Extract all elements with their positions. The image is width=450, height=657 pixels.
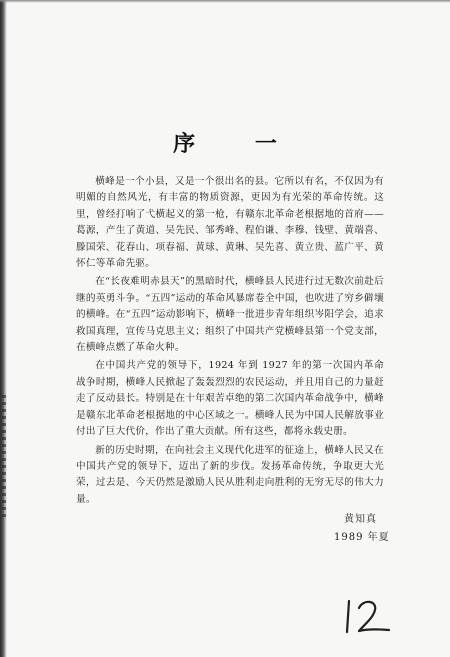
preface-body bbox=[76, 174, 384, 510]
paragraph: 新的历史时期，在向社会主义现代化进军的征途上，横峰人民又在中国共产党的领导下，迈出了新的步伐。发扬革命传统，争取更大光荣，过去是、今天仍然是激励人民从胜利走向胜利的无穷无尽的伟大力量。 bbox=[76, 444, 384, 505]
scan-binding-marks bbox=[2, 395, 6, 520]
page-title: 序 一 bbox=[173, 131, 303, 157]
preface-date: 1989 年夏 bbox=[334, 532, 390, 543]
paragraph: 在“长夜难明赤县天”的黑暗时代，横峰县人民进行过无数次前赴后继的英勇斗争。“五四”运动的革命风暴席卷全中国，也吹进了穷乡僻壤的横峰。在“五四”运动影响下，横峰一批进步青年组织岑阳学会，追求救国真理，宣传马克思主义；组织了中国共产党横峰县第一个党支部，在横峰点燃了革命火种。 bbox=[76, 276, 384, 354]
author-signature: 黄知真 bbox=[344, 514, 377, 525]
paragraph: 横峰是一个小县，又是一个很出名的县。它所以有名，不仅因为有明媚的自然风光，有丰富的物质资源，更因为有光荣的革命传统。这里，曾经打响了弋横起义的第一枪，有赣东北革命老根据地的首府——葛源，产生了黄道、吴先民、邹秀峰、程伯谦、李穆、钱壁、黄端喜、滕国荣、花春山、项春福、黄球、黄琳、吴先喜、黄立贵、蓝广平、黄怀仁等革命先驱。 bbox=[76, 176, 384, 270]
scan-left-edge bbox=[0, 0, 7, 657]
paragraph: 在中国共产党的领导下，1924 年到 1927 年的第一次国内革命战争时期，横峰人民掀起了轰轰烈烈的农民运动，并且用自己的力量赶走了反动县长。特别是在十年艰苦卓绝的第二次国内革命战争中，横峰是赣东北革命老根据地的中心区域之一。横峰人民为中国人民解放事业付出了巨大代价，作出了重大贡献。所有这些，都将永载史册。 bbox=[76, 360, 384, 438]
handwritten-page-number bbox=[337, 596, 397, 636]
scan-top-edge bbox=[0, 0, 450, 3]
